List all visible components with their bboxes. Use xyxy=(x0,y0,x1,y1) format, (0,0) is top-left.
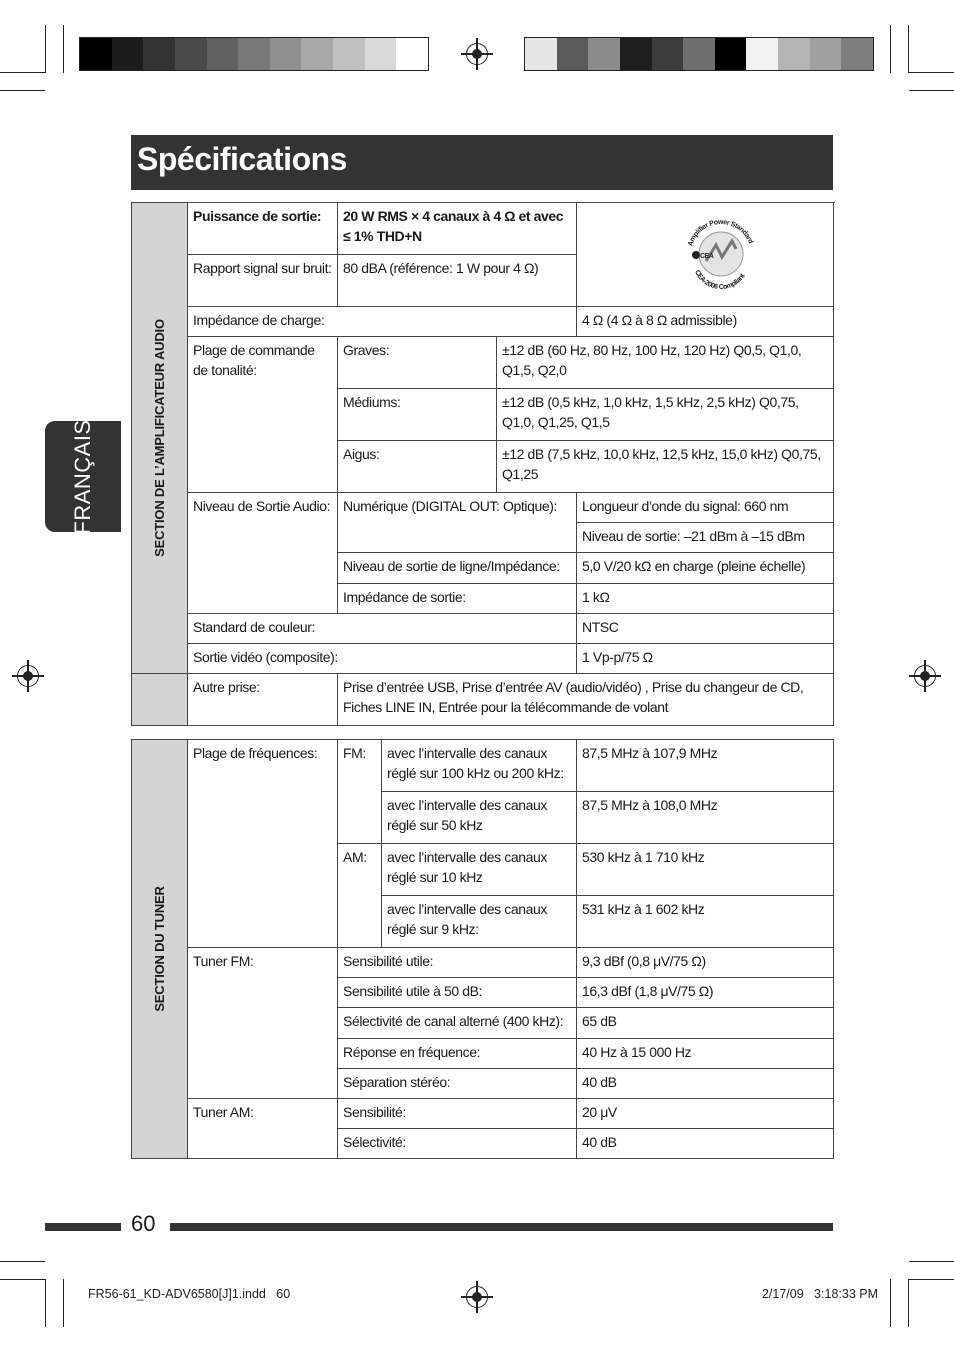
other-jack-value: Prise d’entrée USB, Prise d’entrée AV (audio/vidéo) , Prise du changeur de CD, Fiches LINE IN, Entrée pour la télécommande de volant xyxy=(338,674,834,726)
am-row1-label: avec l’intervalle des canaux réglé sur 10 kHz xyxy=(382,844,577,896)
tone-label: Plage de commande de tonalité: xyxy=(188,337,338,493)
color-bar-frame xyxy=(79,37,429,71)
crop-mark xyxy=(890,1279,891,1327)
video-out-value: 1 Vp-p/75 Ω xyxy=(577,644,834,674)
snr-value: 80 dBA (référence: 1 W pour 4 Ω) xyxy=(338,255,577,307)
registration-mark-icon xyxy=(17,665,39,687)
impedance-label: Impédance de charge: xyxy=(188,307,577,337)
sensitivity-50db-label: Sensibilité utile à 50 dB: xyxy=(338,978,577,1008)
audio-out-label: Niveau de Sortie Audio: xyxy=(188,493,338,614)
crop-mark xyxy=(909,90,954,91)
output-impedance-value: 1 kΩ xyxy=(577,584,834,614)
bass-label: Graves: xyxy=(338,337,497,389)
footer-rule-left xyxy=(45,1223,121,1231)
video-out-label: Sortie vidéo (composite): xyxy=(188,644,577,674)
tuner-section-label-cell xyxy=(132,740,188,1159)
am-row2-label: avec l’intervalle des canaux réglé sur 9 kHz: xyxy=(382,896,577,948)
cea-badge-cell xyxy=(577,203,834,307)
crop-mark xyxy=(0,72,45,73)
stereo-separation-value: 40 dB xyxy=(577,1069,834,1099)
output-impedance-label: Impédance de sortie: xyxy=(338,584,577,614)
amp-section-label-cell xyxy=(132,203,188,674)
sensitivity-50db-value: 16,3 dBf (1,8 μV/75 Ω) xyxy=(577,978,834,1008)
am-band-label: AM: xyxy=(338,844,382,948)
page-number: 60 xyxy=(131,1211,156,1236)
footer-rule-right xyxy=(170,1223,833,1231)
page-title-bar xyxy=(131,135,833,190)
fm-tuner-label: Tuner FM: xyxy=(188,948,338,1099)
bass-value: ±12 dB (60 Hz, 80 Hz, 100 Hz, 120 Hz) Q0,5, Q1,0, Q1,5, Q2,0 xyxy=(497,337,834,389)
am-row2-value: 531 kHz à 1 602 kHz xyxy=(577,896,834,948)
am-sensitivity-label: Sensibilité: xyxy=(338,1099,577,1129)
crop-mark xyxy=(909,1279,954,1280)
color-standard-label: Standard de couleur: xyxy=(188,614,577,644)
fm-row2-value: 87,5 MHz à 108,0 MHz xyxy=(577,792,834,844)
alt-channel-selectivity-value: 65 dB xyxy=(577,1008,834,1039)
slug-date-info: 2/17/09 3:18:33 PM xyxy=(761,1287,878,1301)
impedance-value: 4 Ω (4 Ω à 8 Ω admissible) xyxy=(577,307,834,337)
color-bar-frame xyxy=(524,37,874,71)
crop-mark xyxy=(45,1279,46,1327)
language-tab xyxy=(45,418,121,535)
color-standard-value: NTSC xyxy=(577,614,834,644)
treble-value: ±12 dB (7,5 kHz, 10,0 kHz, 12,5 kHz, 15,0 kHz) Q0,75, Q1,25 xyxy=(497,441,834,493)
cea-compliance-badge-icon xyxy=(676,209,766,299)
stereo-separation-label: Séparation stéréo: xyxy=(338,1069,577,1099)
fm-row2-label: avec l’intervalle des canaux réglé sur 50 kHz xyxy=(382,792,577,844)
alt-channel-selectivity-label: Sélectivité de canal alterné (400 kHz): xyxy=(338,1008,577,1039)
line-out-value: 5,0 V/20 kΩ en charge (pleine échelle) xyxy=(577,553,834,584)
snr-label: Rapport signal sur bruit: xyxy=(188,255,338,307)
mid-label: Médiums: xyxy=(338,389,497,441)
registration-mark-icon xyxy=(466,1286,488,1308)
crop-mark xyxy=(63,1279,64,1327)
crop-mark xyxy=(45,25,46,73)
treble-label: Aigus: xyxy=(338,441,497,493)
crop-mark xyxy=(890,25,891,73)
crop-mark xyxy=(908,1279,909,1327)
language-tab-label: FRANÇAIS xyxy=(70,418,95,535)
amplifier-spec-table xyxy=(131,202,834,726)
svg-text:CEA-2006 Compliant: CEA-2006 Compliant xyxy=(693,269,747,292)
registration-mark-icon xyxy=(466,43,488,65)
fm-band-label: FM: xyxy=(338,740,382,844)
am-selectivity-value: 40 dB xyxy=(577,1129,834,1159)
svg-text:Amplifier Power Standard: Amplifier Power Standard xyxy=(687,218,754,248)
crop-mark xyxy=(909,1261,954,1262)
am-sensitivity-value: 20 μV xyxy=(577,1099,834,1129)
power-label: Puissance de sortie: xyxy=(188,203,338,255)
crop-mark xyxy=(0,1279,45,1280)
crop-mark xyxy=(0,90,45,91)
tuner-section-label: SECTION DU TUNER xyxy=(151,886,167,1012)
page-title: Spécifications xyxy=(137,141,347,177)
power-value: 20 W RMS × 4 canaux à 4 Ω et avec ≤ 1% THD+N xyxy=(338,203,577,255)
digital-out-label: Numérique (DIGITAL OUT: Optique): xyxy=(338,493,577,553)
registration-mark-icon xyxy=(914,665,936,687)
svg-text:CEA: CEA xyxy=(700,253,714,260)
usable-sensitivity-label: Sensibilité utile: xyxy=(338,948,577,978)
mid-value: ±12 dB (0,5 kHz, 1,0 kHz, 1,5 kHz, 2,5 kHz) Q0,75, Q1,0, Q1,25, Q1,5 xyxy=(497,389,834,441)
am-selectivity-label: Sélectivité: xyxy=(338,1129,577,1159)
fm-row1-value: 87,5 MHz à 107,9 MHz xyxy=(577,740,834,792)
am-tuner-label: Tuner AM: xyxy=(188,1099,338,1159)
freq-response-value: 40 Hz à 15 000 Hz xyxy=(577,1039,834,1069)
freq-range-label: Plage de fréquences: xyxy=(188,740,338,948)
tuner-spec-table xyxy=(131,739,834,1159)
amp-section-label: SECTION DE L’AMPLIFICATEUR AUDIO xyxy=(151,319,167,557)
crop-mark xyxy=(908,25,909,73)
am-row1-value: 530 kHz à 1 710 kHz xyxy=(577,844,834,896)
crop-mark xyxy=(63,25,64,73)
output-level-value: Niveau de sortie: –21 dBm à –15 dBm xyxy=(577,523,834,553)
crop-mark xyxy=(0,1261,45,1262)
slug-file-info: FR56-61_KD-ADV6580[J]1.indd 60 xyxy=(88,1287,291,1301)
freq-response-label: Réponse en fréquence: xyxy=(338,1039,577,1069)
fm-row1-label: avec l’intervalle des canaux réglé sur 100 kHz ou 200 kHz: xyxy=(382,740,577,792)
line-out-label: Niveau de sortie de ligne/Impédance: xyxy=(338,553,577,584)
crop-mark xyxy=(909,72,954,73)
wavelength-value: Longueur d’onde du signal: 660 nm xyxy=(577,493,834,523)
other-jack-label: Autre prise: xyxy=(188,674,338,726)
usable-sensitivity-value: 9,3 dBf (0,8 μV/75 Ω) xyxy=(577,948,834,978)
